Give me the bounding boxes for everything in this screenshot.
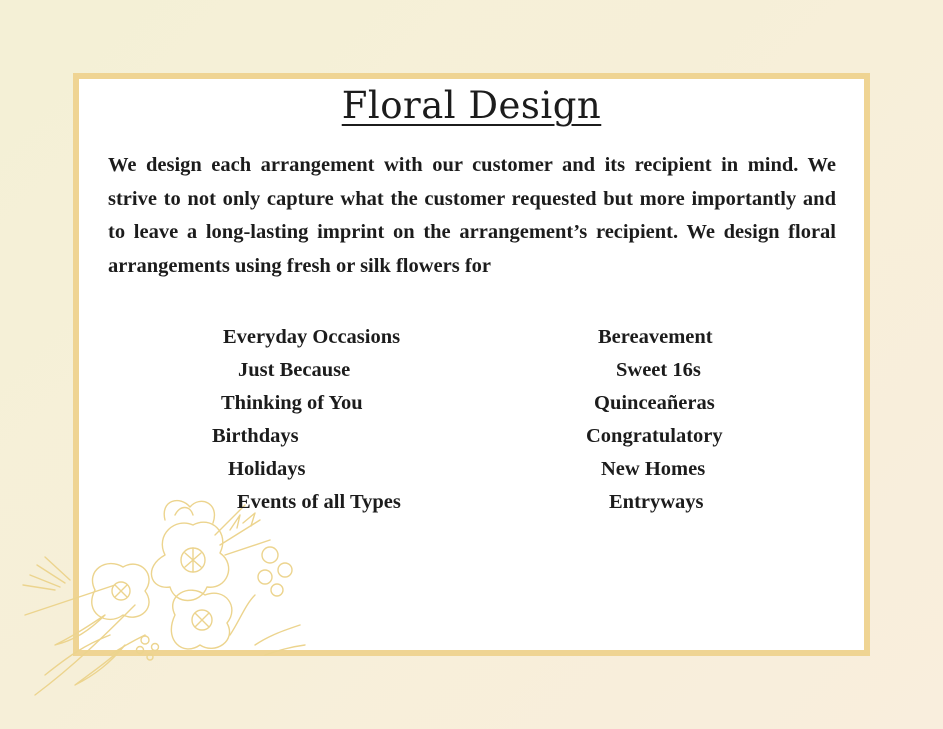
page-title: Floral Design (341, 84, 602, 127)
intro-paragraph: We design each arrangement with our customer and its recipient in mind. We strive to not only capture what the customer requested but more importantly and to leave a long-lasting imprint on the arrangement’s recipient. We design floral arrangements using fresh or silk flowers for (108, 154, 836, 277)
floral-illustration (15, 495, 315, 705)
occasion-right-item: Bereavement (598, 326, 713, 348)
occasion-right-item: Entryways (609, 491, 704, 513)
occasion-right-item: New Homes (601, 458, 706, 480)
occasion-left-item: Everyday Occasions (223, 326, 401, 348)
occasion-left-item: Birthdays (212, 425, 299, 447)
occasion-left-item: Just Because (238, 359, 351, 381)
occasion-left-item: Thinking of You (221, 392, 363, 414)
occasion-right-item: Quinceañeras (594, 392, 715, 414)
occasion-right-item: Congratulatory (586, 425, 723, 447)
occasion-left-item: Events of all Types (237, 491, 401, 513)
occasion-right-item: Sweet 16s (616, 359, 701, 381)
occasion-left-item: Holidays (228, 458, 306, 480)
